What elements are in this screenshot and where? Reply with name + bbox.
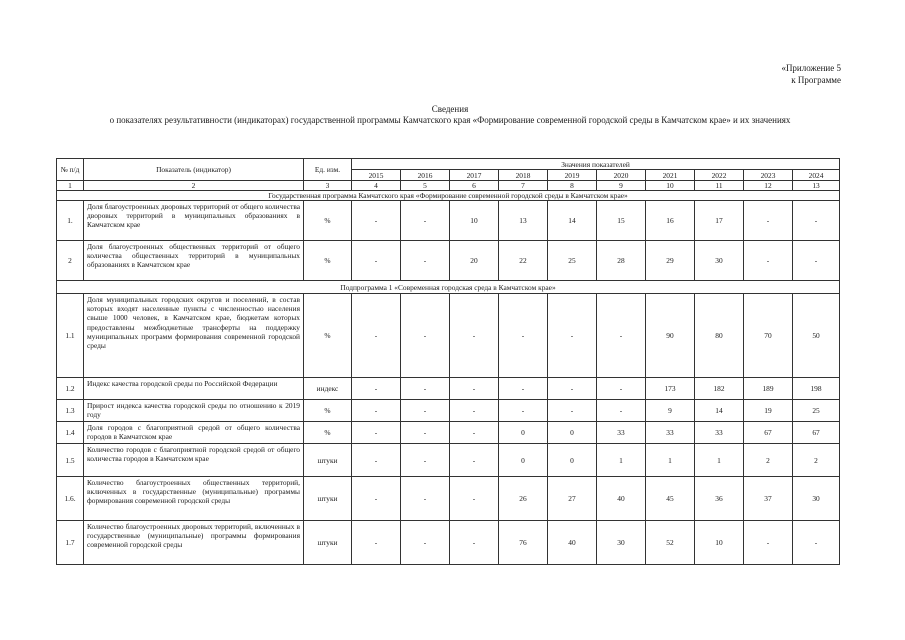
row-value: 25 [548,241,597,281]
column-number: 1 [57,181,84,191]
row-value: - [744,521,793,565]
section-state-program-title: Государственная программа Камчатского края «Формирование современной городской среды в Камчатском крае» [57,191,840,201]
row-value: 182 [695,378,744,400]
appendix-line-2: к Программе [791,75,841,85]
row-unit: % [304,241,352,281]
row-value: 14 [548,201,597,241]
row-value: - [401,378,450,400]
column-number: 8 [548,181,597,191]
document-title [40,104,860,126]
row-value: 198 [793,378,840,400]
row-value: 0 [548,422,597,444]
row-value: 80 [695,294,744,378]
row-value: 40 [597,477,646,521]
row-value: - [499,378,548,400]
column-number: 4 [352,181,401,191]
row-value: 52 [646,521,695,565]
row-value: - [450,378,499,400]
indicators-table [56,158,840,565]
column-numbers-row [57,181,840,191]
header-year-2015: 2015 [352,170,401,181]
column-number: 13 [793,181,840,191]
row-value: - [793,201,840,241]
row-number: 1.5 [57,444,84,477]
row-value: 0 [548,444,597,477]
row-indicator: Доля муниципальных городских округов и поселений, в состав которых входят населенные пункты с численностью населения свыше 1000 человек, в Камчатском крае, бюджетам которых предоставлены межбюджетные трансферты на поддержку муниципальных программ формирования современной городской среды [84,294,304,378]
row-value: 45 [646,477,695,521]
header-year-2023: 2023 [744,170,793,181]
row-value: 50 [793,294,840,378]
row-value: 1 [646,444,695,477]
header-unit: Ед. изм. [304,159,352,181]
row-value: 0 [499,422,548,444]
row-number: 1.3 [57,400,84,422]
row-value: 0 [499,444,548,477]
header-year-2017: 2017 [450,170,499,181]
row-value: 33 [695,422,744,444]
row-value: - [352,477,401,521]
row-number: 1.6. [57,477,84,521]
row-value: 33 [597,422,646,444]
column-number: 10 [646,181,695,191]
row-value: 30 [793,477,840,521]
appendix-line-1: «Приложение 5 [781,63,841,73]
row-value: 28 [597,241,646,281]
row-value: 189 [744,378,793,400]
row-value: 2 [793,444,840,477]
row-value: 25 [793,400,840,422]
row-value: 33 [646,422,695,444]
row-value: 9 [646,400,695,422]
row-value: - [352,422,401,444]
appendix-note [781,62,841,86]
row-indicator: Количество благоустроенных общественных территорий, включенных в государственные (муниципальные) программы формирования современной городской среды [84,477,304,521]
row-value: - [450,477,499,521]
row-unit: штуки [304,477,352,521]
row-indicator: Доля благоустроенных дворовых территорий от общего количества дворовых территорий в муниципальных образованиях в Камчатском крае [84,201,304,241]
row-value: 20 [450,241,499,281]
row-unit: штуки [304,444,352,477]
row-value: - [401,294,450,378]
row-value: 26 [499,477,548,521]
column-number: 12 [744,181,793,191]
row-number: 1.2 [57,378,84,400]
row-value: - [793,241,840,281]
row-value: 90 [646,294,695,378]
row-value: 1 [695,444,744,477]
row-value: - [352,521,401,565]
row-value: - [450,444,499,477]
row-value: 1 [597,444,646,477]
row-value: 30 [597,521,646,565]
row-value: - [352,400,401,422]
row-value: 173 [646,378,695,400]
row-value: 70 [744,294,793,378]
table-row [57,201,840,241]
row-value: 13 [499,201,548,241]
row-value: 22 [499,241,548,281]
row-indicator: Количество городов с благоприятной городской средой от общего количества городов в Камчатском крае [84,444,304,477]
row-value: - [401,241,450,281]
title-line-2: о показателях результативности (индикаторах) государственной программы Камчатского края «Формирование современной городской среды в Камчатском крае» и их значениях [109,115,791,125]
row-unit: индекс [304,378,352,400]
table-row [57,241,840,281]
column-number: 3 [304,181,352,191]
header-year-2020: 2020 [597,170,646,181]
row-unit: штуки [304,521,352,565]
row-value: - [744,201,793,241]
header-year-2019: 2019 [548,170,597,181]
row-value: - [450,521,499,565]
row-value: 40 [548,521,597,565]
table-row [57,521,840,565]
row-indicator: Индекс качества городской среды по Российской Федерации [84,378,304,400]
row-value: - [499,294,548,378]
row-number: 2 [57,241,84,281]
row-value: - [744,241,793,281]
row-value: - [401,477,450,521]
row-unit: % [304,201,352,241]
row-value: 76 [499,521,548,565]
row-number: 1.1 [57,294,84,378]
header-values-group: Значения показателей [352,159,840,170]
row-value: 67 [793,422,840,444]
row-value: 30 [695,241,744,281]
row-indicator: Прирост индекса качества городской среды по отношению к 2019 году [84,400,304,422]
row-value: - [597,378,646,400]
section-state-program [57,191,840,201]
row-value: - [548,378,597,400]
row-value: 19 [744,400,793,422]
row-value: - [401,400,450,422]
row-value: 29 [646,241,695,281]
table-row [57,378,840,400]
row-value: - [597,294,646,378]
row-unit: % [304,400,352,422]
row-value: 37 [744,477,793,521]
column-number: 9 [597,181,646,191]
row-value: - [548,294,597,378]
section-subprogram-1 [57,281,840,294]
header-year-2022: 2022 [695,170,744,181]
header-indicator: Показатель (индикатор) [84,159,304,181]
row-number: 1. [57,201,84,241]
row-value: - [793,521,840,565]
row-value: - [352,294,401,378]
column-number: 2 [84,181,304,191]
table-row [57,422,840,444]
row-value: 14 [695,400,744,422]
header-year-2018: 2018 [499,170,548,181]
header-year-2021: 2021 [646,170,695,181]
row-value: - [548,400,597,422]
column-number: 5 [401,181,450,191]
row-value: 10 [450,201,499,241]
row-value: - [352,241,401,281]
row-value: 15 [597,201,646,241]
row-value: 16 [646,201,695,241]
row-value: - [401,201,450,241]
row-number: 1.7 [57,521,84,565]
row-value: - [352,444,401,477]
row-value: 17 [695,201,744,241]
header-num: № п/д [57,159,84,181]
row-indicator: Количество благоустроенных дворовых территорий, включенных в государственные (муниципальные) программы формирования современной городской среды [84,521,304,565]
header-year-2016: 2016 [401,170,450,181]
header-year-2024: 2024 [793,170,840,181]
section-subprogram-1-title: Подпрограмма 1 «Современная городская среда в Камчатском крае» [57,281,840,294]
row-value: 67 [744,422,793,444]
row-indicator: Доля благоустроенных общественных территорий от общего количества общественных территорий в муниципальных образованиях в Камчатском крае [84,241,304,281]
row-value: 36 [695,477,744,521]
table-row [57,444,840,477]
title-line-1: Сведения [431,104,469,114]
row-value: - [401,521,450,565]
column-number: 7 [499,181,548,191]
row-unit: % [304,294,352,378]
row-value: 10 [695,521,744,565]
row-value: - [401,422,450,444]
row-indicator: Доля городов с благоприятной средой от общего количества городов в Камчатском крае [84,422,304,444]
row-value: - [401,444,450,477]
row-value: - [352,378,401,400]
column-number: 11 [695,181,744,191]
row-unit: % [304,422,352,444]
row-number: 1.4 [57,422,84,444]
row-value: 2 [744,444,793,477]
table-row [57,477,840,521]
row-value: - [450,294,499,378]
table-row [57,400,840,422]
row-value: - [450,400,499,422]
table-row [57,294,840,378]
row-value: - [499,400,548,422]
row-value: - [597,400,646,422]
column-number: 6 [450,181,499,191]
row-value: - [352,201,401,241]
row-value: 27 [548,477,597,521]
row-value: - [450,422,499,444]
